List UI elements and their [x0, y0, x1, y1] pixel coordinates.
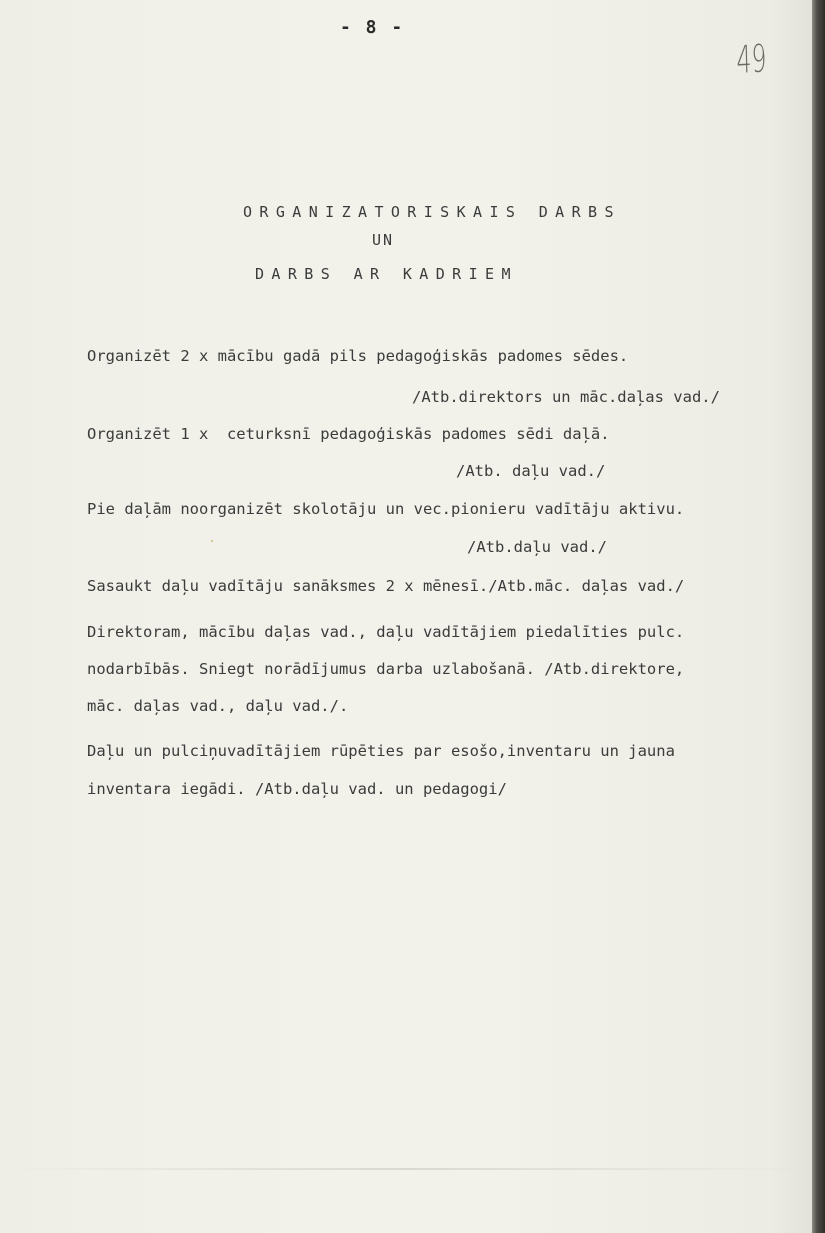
- text-line-9: nodarbībās. Sniegt norādījumus darba uzlabošanā. /Atb.direktore,: [87, 660, 685, 678]
- text-line-2: /Atb.direktors un māc.daļas vad./: [412, 388, 720, 406]
- text-line-10: māc. daļas vad., daļu vad./.: [87, 697, 349, 715]
- text-line-3: Organizēt 1 x ceturksnī pedagoģiskās padomes sēdi daļā.: [87, 425, 610, 443]
- handwritten-page-annotation: 49: [736, 36, 767, 82]
- heading-line-2: UN: [372, 231, 395, 249]
- text-line-6: /Atb.daļu vad./: [467, 538, 607, 556]
- paper-speck: [211, 540, 213, 542]
- page-number: - 8 -: [340, 17, 405, 38]
- text-line-12: inventara iegādi. /Atb.daļu vad. un pedagogi/: [87, 780, 507, 798]
- heading-line-3: DARBS AR KADRIEM: [255, 265, 518, 283]
- text-line-7: Sasaukt daļu vadītāju sanāksmes 2 x mēnesī./Atb.māc. daļas vad./: [87, 577, 685, 595]
- heading-line-1: ORGANIZATORISKAIS DARBS: [243, 203, 621, 221]
- text-line-11: Daļu un pulciņuvadītājiem rūpēties par esošo,inventaru un jauna: [87, 742, 675, 760]
- text-line-5: Pie daļām noorganizēt skolotāju un vec.pionieru vadītāju aktivu.: [87, 500, 685, 518]
- text-line-8: Direktoram, mācību daļas vad., daļu vadītājiem piedalīties pulc.: [87, 623, 685, 641]
- text-line-4: /Atb. daļu vad./: [456, 462, 606, 480]
- text-line-1: Organizēt 2 x mācību gadā pils pedagoģiskās padomes sēdes.: [87, 347, 629, 365]
- paper-fold-line: [0, 1168, 812, 1170]
- page-edge-shadow: [812, 0, 825, 1233]
